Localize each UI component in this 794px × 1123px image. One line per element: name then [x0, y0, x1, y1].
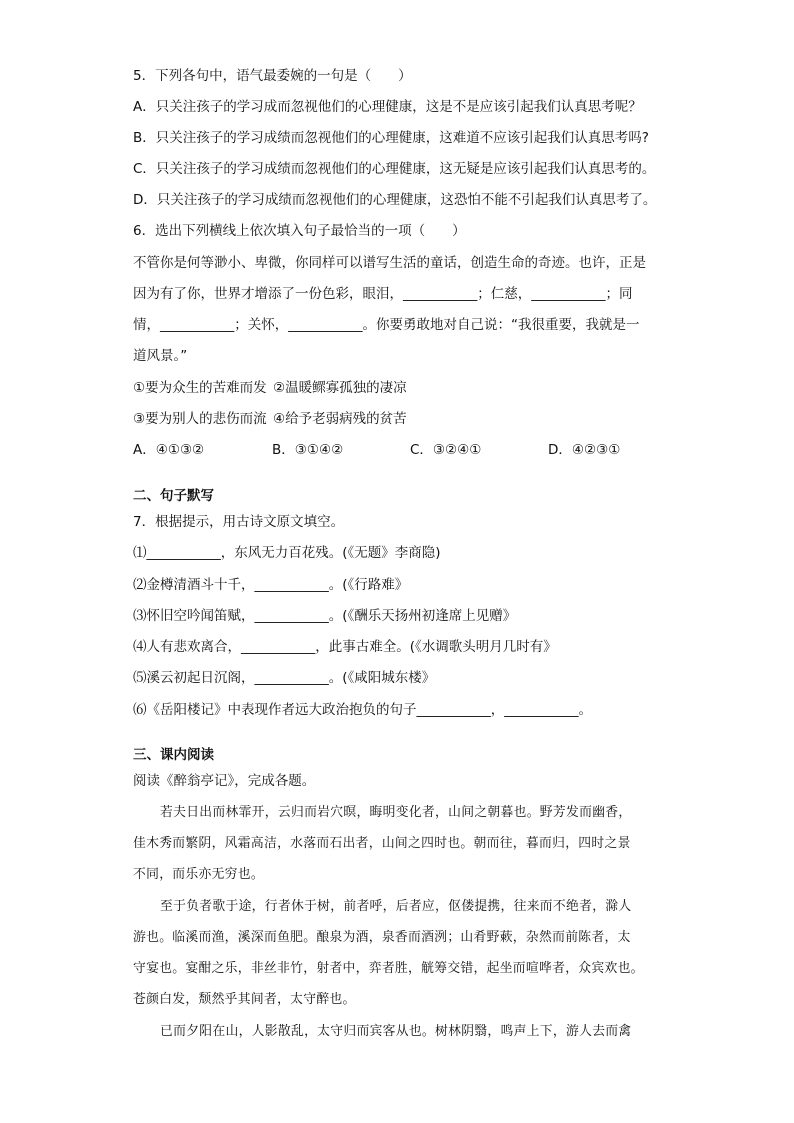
q6-item-4: ④给予老弱病残的贫苦 [273, 411, 407, 427]
q5-option-b: B．只关注孩子的学习成绩而忽视他们的心理健康，这难道不应该引起我们认真思考吗? [133, 130, 649, 146]
reading-line-5: 游也。临溪而渔，溪深而鱼肥。酿泉为酒，泉香而酒洌；山肴野蔌，杂然而前陈者，太 [133, 930, 631, 945]
reading-line-7: 苍颜白发，颓然乎其间者，太守醉也。 [133, 992, 356, 1007]
q6-choice-b: B．③①④② [272, 442, 344, 458]
q6-choice-a: A．④①③② [133, 442, 205, 458]
q5-stem: 5．下列各句中，语气最委婉的一句是（ ） [133, 68, 412, 84]
q7-line-3: ⑶怀旧空吟闻笛赋，___________。(《酬乐天扬州初逢席上见赠》 [133, 608, 517, 624]
q7-line-4: ⑷人有悲欢离合，___________，此事古难全。(《水调歌头明月几时有》 [133, 639, 557, 655]
q7-line-5: ⑸溪云初起日沉阁，___________。(《咸阳城东楼》 [133, 670, 436, 686]
q6-passage-line-4: 道风景。” [133, 348, 188, 364]
q7-line-1: ⑴___________，东风无力百花残。(《无题》李商隐) [133, 545, 441, 561]
q7-line-2: ⑵金樽清酒斗十千，___________。(《行路难》 [133, 577, 409, 593]
q6-item-3: ③要为别人的悲伤而流 [133, 411, 267, 427]
q7-stem: 7．根据提示，用古诗文原文填空。 [133, 514, 345, 530]
q6-choice-c: C．③②④① [410, 442, 482, 458]
q6-passage-line-3: 情，___________；关怀，___________。你要勇敢地对自己说：“我很重要，我就是一 [133, 317, 640, 333]
reading-line-8: 已而夕阳在山，人影散乱，太守归而宾客从也。树林阴翳，鸣声上下，游人去而禽 [160, 1024, 632, 1039]
reading-line-3: 不同，而乐亦无穷也。 [133, 867, 264, 882]
q6-choice-d: D．④②③① [548, 442, 621, 458]
reading-line-4: 至于负者歌于途，行者休于树，前者呼，后者应，伛偻提携，往来而不绝者，滁人 [160, 899, 632, 914]
q5-option-c: C．只关注孩子的学习成绩而忽视他们的心理健康，这无疑是应该引起我们认真思考的。 [133, 161, 656, 177]
q6-passage-line-1: 不管你是何等渺小、卑微，你同样可以谱写生活的童话，创造生命的奇迹。也许，正是 [133, 255, 646, 271]
q6-item-2: ②温暖鳏寡孤独的凄凉 [273, 380, 407, 396]
reading-line-6: 守宴也。宴酣之乐，非丝非竹，射者中，弈者胜，觥筹交错，起坐而喧哗者，众宾欢也。 [133, 961, 644, 976]
q6-item-1: ①要为众生的苦难而发 [133, 380, 267, 396]
q5-option-a: A．只关注孩子的学习成而忽视他们的心理健康，这是不是应该引起我们认真思考呢？ [133, 99, 642, 115]
q7-line-6: ⑹《岳阳楼记》中表现作者远大政治抱负的句子___________，___________。 [133, 702, 592, 718]
q5-option-d: D．只关注孩子的学习成绩而忽视他们的心理健康，这恐怕不能不引起我们认真思考了。 [133, 192, 657, 208]
section3-stem: 阅读《醉翁亭记》，完成各题。 [133, 773, 316, 789]
q6-passage-line-2: 因为有了你，世界才增添了一份色彩，眼泪，___________；仁慈，___________；同 [133, 286, 633, 302]
reading-line-2: 佳木秀而繁阴，风霜高洁，水落而石出者，山间之四时也。朝而往，暮而归，四时之景 [133, 836, 631, 851]
reading-line-1: 若夫日出而林霏开，云归而岩穴暝，晦明变化者，山间之朝暮也。野芳发而幽香， [160, 805, 632, 820]
section2-heading: 二、句子默写 [133, 488, 214, 504]
q6-stem: 6．选出下列横线上依次填入句子最恰当的一项（ ） [133, 223, 466, 239]
section3-heading: 三、课内阅读 [133, 747, 214, 763]
